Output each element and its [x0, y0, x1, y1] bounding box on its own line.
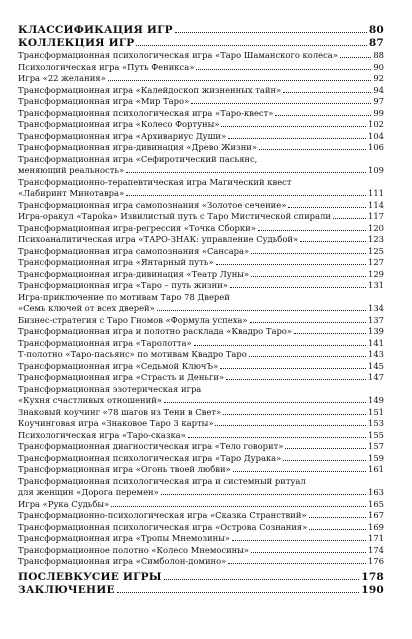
toc-entry-title: Трансформационная игра «Таро – путь жизни» — [18, 280, 228, 290]
toc-entry-title: меняющий реальность» — [18, 165, 125, 175]
toc-entry-title: «Семь ключей от всех дверей» — [18, 303, 155, 313]
toc-entry-title: Трансформационная игра «Симболон-домино» — [18, 556, 227, 566]
toc-entry-title: Трансформационная игра «Седьмой КлючЪ» — [18, 360, 219, 371]
toc-page-number: 167 — [368, 510, 384, 520]
toc-entry-row[interactable] — [18, 499, 384, 511]
toc-entry-title: Игра «22 желания» — [18, 73, 106, 83]
dot-leader — [228, 563, 366, 564]
toc-entry-row[interactable] — [18, 119, 384, 131]
toc-page-number: 117 — [368, 211, 384, 221]
toc-entry-title-line[interactable]: Трансформационная эзотерическая игра — [18, 383, 202, 394]
toc-page-number: 147 — [368, 372, 384, 382]
dot-leader — [275, 115, 371, 116]
dot-leader — [220, 368, 366, 369]
toc-page-number: 161 — [368, 464, 384, 474]
toc-page-number: 111 — [368, 188, 384, 198]
dot-leader — [111, 506, 366, 507]
toc-entry-row[interactable] — [18, 257, 384, 269]
toc-entry-row[interactable] — [18, 395, 384, 407]
toc-page-number: 125 — [368, 245, 384, 256]
dot-leader — [249, 356, 366, 357]
toc-entry-title: Трансформационная игра «Колесо Фортуны» — [18, 119, 220, 129]
toc-page-number: 80 — [368, 24, 384, 36]
toc-entry-title-line[interactable]: Игра-приключение по мотивам Таро 78 Дверей — [18, 291, 230, 302]
toc-entry-row[interactable] — [18, 73, 384, 85]
toc-entry-row[interactable] — [18, 142, 384, 154]
dot-leader — [288, 207, 366, 208]
toc-entry-row[interactable] — [18, 556, 384, 568]
dot-leader — [230, 287, 366, 288]
toc-entry-row[interactable] — [18, 50, 384, 62]
toc-entry-row[interactable] — [18, 464, 384, 476]
dot-leader — [216, 264, 366, 265]
toc-page-number: 97 — [373, 96, 384, 106]
dot-leader — [226, 379, 366, 380]
toc-entry-title: Психологическая игра «Таро-сказка» — [18, 429, 186, 440]
toc-entry-title: Трансформационная игра «Страсть и Деньги» — [18, 372, 225, 382]
toc-entry-title: КЛАССИФИКАЦИЯ ИГР — [18, 24, 173, 36]
toc-entry-title: Трансформационная психологическая игра «Таро-квест» — [18, 107, 274, 118]
toc-entry-title-line[interactable]: Трансформационная игра «Сефиротический пасьянс, — [18, 153, 258, 164]
toc-entry-title: Знаковый коучинг «78 шагов из Тени в Свет» — [18, 406, 222, 417]
toc-entry-row[interactable] — [18, 349, 384, 361]
toc-entry-row[interactable] — [18, 326, 384, 338]
toc-entry-title-line[interactable]: Трансформационно-терапевтическая игра Магический квест — [18, 176, 292, 187]
toc-page-number: 157 — [368, 441, 384, 451]
dot-leader — [194, 345, 366, 346]
toc-entry-row[interactable] — [18, 62, 384, 74]
toc-page-number: 169 — [368, 521, 384, 532]
toc-page-number: 137 — [368, 314, 384, 325]
toc-entry-title: Трансформационная игра самопознания «Золотое сечение» — [18, 199, 287, 210]
dot-leader — [285, 448, 366, 449]
toc-entry-title: Трансформационная психологическая игра «Таро Дурака» — [18, 452, 282, 463]
table-of-contents — [18, 24, 384, 597]
dot-leader — [161, 494, 366, 495]
dot-leader — [259, 149, 366, 150]
dot-leader — [191, 103, 371, 104]
toc-entry-row[interactable] — [18, 430, 384, 442]
dot-leader — [188, 437, 366, 438]
toc-entry-title: КОЛЛЕКЦИЯ ИГР — [18, 37, 135, 49]
toc-page-number: 141 — [368, 337, 384, 348]
toc-entry-title: Трансформационная игра «Тропы Мнемозины» — [18, 533, 230, 543]
dot-leader — [340, 57, 371, 58]
toc-page-number: 155 — [368, 429, 384, 440]
toc-entry-row[interactable] — [18, 280, 384, 292]
toc-page-number: 131 — [368, 280, 384, 290]
dot-leader — [300, 241, 366, 242]
toc-section-row[interactable] — [18, 571, 384, 584]
toc-entry-row[interactable] — [18, 545, 384, 557]
toc-page-number: 129 — [368, 268, 384, 279]
toc-entry-row[interactable] — [18, 487, 384, 499]
toc-section-row[interactable] — [18, 24, 384, 37]
toc-entry-row[interactable] — [18, 361, 384, 373]
toc-entry-row[interactable] — [18, 338, 384, 350]
toc-entry-row[interactable] — [18, 407, 384, 419]
toc-entry-title: Трансформационное полотно «Колесо Мнемосины» — [18, 544, 250, 555]
toc-entry-row[interactable] — [18, 246, 384, 258]
toc-entry-row[interactable] — [18, 234, 384, 246]
toc-entry-row[interactable] — [18, 441, 384, 453]
toc-page-number: 139 — [368, 326, 384, 336]
toc-entry-title: ЗАКЛЮЧЕНИЕ — [18, 583, 115, 596]
toc-entry-title: Трансформационная игра «Калейдоскоп жизненных тайн» — [18, 84, 282, 95]
toc-page-number: 104 — [368, 130, 384, 141]
toc-page-number: 92 — [373, 73, 384, 83]
toc-entry-title: Трансформационная игра-регрессия «Точка Сборки» — [18, 222, 256, 233]
toc-page-number: 165 — [368, 498, 384, 509]
toc-page-number: 149 — [368, 395, 384, 405]
toc-page-number: 102 — [368, 119, 384, 129]
dot-leader — [258, 230, 366, 231]
dot-leader — [251, 552, 366, 553]
toc-entry-row[interactable] — [18, 453, 384, 465]
toc-page-number: 190 — [361, 583, 384, 596]
toc-page-number: 134 — [368, 303, 384, 313]
toc-entry-title: «Лабиринт Минотавра» — [18, 188, 125, 198]
toc-entry-title: Трансформационная игра и полотно расклада «Квадро Таро» — [18, 326, 292, 336]
toc-entry-row[interactable] — [18, 533, 384, 545]
toc-entry-row[interactable] — [18, 510, 384, 522]
dot-leader — [175, 32, 367, 33]
toc-page-number: 143 — [368, 349, 384, 359]
toc-entry-title: Психологическая игра «Путь Феникса» — [18, 61, 195, 72]
toc-page-number: 106 — [368, 142, 384, 152]
dot-leader — [221, 126, 366, 127]
dot-leader — [108, 80, 372, 81]
toc-entry-title: Трансформационная игра-дивинация «Древо Жизни» — [18, 142, 257, 152]
toc-page-number: 123 — [368, 234, 384, 244]
toc-entry-row[interactable] — [18, 269, 384, 281]
toc-page-number: 94 — [373, 84, 384, 95]
toc-page-number: 163 — [368, 487, 384, 497]
toc-entry-row[interactable] — [18, 200, 384, 212]
toc-page-number: 99 — [373, 107, 384, 118]
toc-page-number: 151 — [368, 406, 384, 417]
toc-page-number: 159 — [368, 452, 384, 463]
toc-page-number: 114 — [368, 199, 384, 210]
toc-entry-title: Трансформационная игра «Огонь твоей любви» — [18, 464, 231, 474]
toc-entry-title: Т-полотно «Таро-пасьянс» по мотивам Квадро Таро — [18, 349, 247, 359]
toc-page-number: 120 — [368, 222, 384, 233]
toc-entry-title: Трансформационная игра «Янтарный путь» — [18, 257, 214, 267]
toc-entry-title: для женщин «Дорога перемен» — [18, 487, 159, 497]
dot-leader — [333, 218, 366, 219]
toc-entry-title: Трансформационная психологическая игра «Таро Шаманского колеса» — [18, 50, 338, 60]
toc-entry-row[interactable] — [18, 211, 384, 223]
dot-leader — [294, 333, 366, 334]
toc-section-row[interactable] — [18, 37, 384, 50]
dot-leader — [126, 172, 366, 173]
dot-leader — [309, 529, 366, 530]
toc-entry-title: ПОСЛЕВКУСИЕ ИГРЫ — [18, 570, 162, 583]
toc-page-number: 109 — [368, 165, 384, 175]
toc-entry-title: Трансформационная игра-дивинация «Театр Луны» — [18, 268, 250, 279]
toc-entry-row[interactable] — [18, 522, 384, 534]
toc-entry-row[interactable] — [18, 372, 384, 384]
toc-entry-title: Игра «Рука Судьбы» — [18, 498, 110, 509]
toc-entry-title: Трансформационная психологическая игра «Острова Сознания» — [18, 521, 308, 532]
toc-entry-row[interactable] — [18, 96, 384, 108]
toc-entry-row[interactable] — [18, 131, 384, 143]
dot-leader — [283, 460, 366, 461]
toc-entry-row[interactable] — [18, 303, 384, 315]
toc-page-number: 90 — [373, 61, 384, 72]
toc-section-row[interactable] — [18, 584, 384, 597]
dot-leader — [196, 69, 371, 70]
toc-page-number: 145 — [368, 360, 384, 371]
dot-leader — [126, 195, 366, 196]
dot-leader — [251, 253, 366, 254]
toc-entry-title: Трансформационная диагностическая игра «Тело говорит» — [18, 441, 284, 451]
toc-entry-row[interactable] — [18, 418, 384, 430]
dot-leader — [233, 471, 366, 472]
dot-leader — [251, 276, 366, 277]
toc-entry-title-line[interactable]: Трансформационная психологическая игра и системный ритуал — [18, 475, 306, 486]
toc-entry-title: Психоаналитическая игра «ТАРО-ЗНАК: управление Судьбой» — [18, 234, 299, 244]
toc-entry-row[interactable] — [18, 85, 384, 97]
toc-entry-title: Трансформационная игра «Мир Таро» — [18, 96, 190, 106]
dot-leader — [164, 579, 360, 580]
dot-leader — [136, 45, 366, 46]
dot-leader — [164, 402, 366, 403]
toc-entry-row[interactable] — [18, 223, 384, 235]
toc-entry-title: Игра-оракул «Тароka» Извилистый путь с Таро Мистической спирали — [18, 211, 331, 221]
toc-page-number: 176 — [368, 556, 384, 566]
toc-page-number: 127 — [368, 257, 384, 267]
toc-entry-title: Бизнес-стратегия с Таро Гномов «Формула успеха» — [18, 314, 248, 325]
toc-entry-row[interactable] — [18, 165, 384, 177]
toc-page-number: 178 — [361, 570, 384, 583]
dot-leader — [157, 310, 366, 311]
dot-leader — [117, 592, 360, 593]
toc-page-number: 88 — [373, 50, 384, 60]
dot-leader — [228, 138, 366, 139]
toc-entry-title: Трансформационная игра «Архивариус Души» — [18, 130, 227, 141]
dot-leader — [223, 414, 366, 415]
toc-entry-title: Трансформационная игра «Таролотта» — [18, 337, 192, 348]
toc-page-number: 171 — [368, 533, 384, 543]
toc-entry-title: Трансформационно-психологическая игра «Сказка Странствий» — [18, 510, 307, 520]
dot-leader — [309, 517, 366, 518]
toc-entry-title: Трансформационная игра самопознания «Сансара» — [18, 245, 250, 256]
toc-entry-row[interactable] — [18, 108, 384, 120]
toc-entry-row[interactable] — [18, 188, 384, 200]
dot-leader — [232, 540, 366, 541]
toc-entry-title: Коучинговая игра «Знаковое Таро 3 карты» — [18, 418, 214, 428]
dot-leader — [215, 425, 366, 426]
toc-page-number: 87 — [368, 37, 384, 49]
dot-leader — [250, 322, 366, 323]
toc-entry-row[interactable] — [18, 315, 384, 327]
toc-entry-title: «Кухня счастливых отношений» — [18, 395, 162, 405]
toc-page-number: 174 — [368, 544, 384, 555]
dot-leader — [283, 92, 371, 93]
toc-page-number: 153 — [368, 418, 384, 428]
